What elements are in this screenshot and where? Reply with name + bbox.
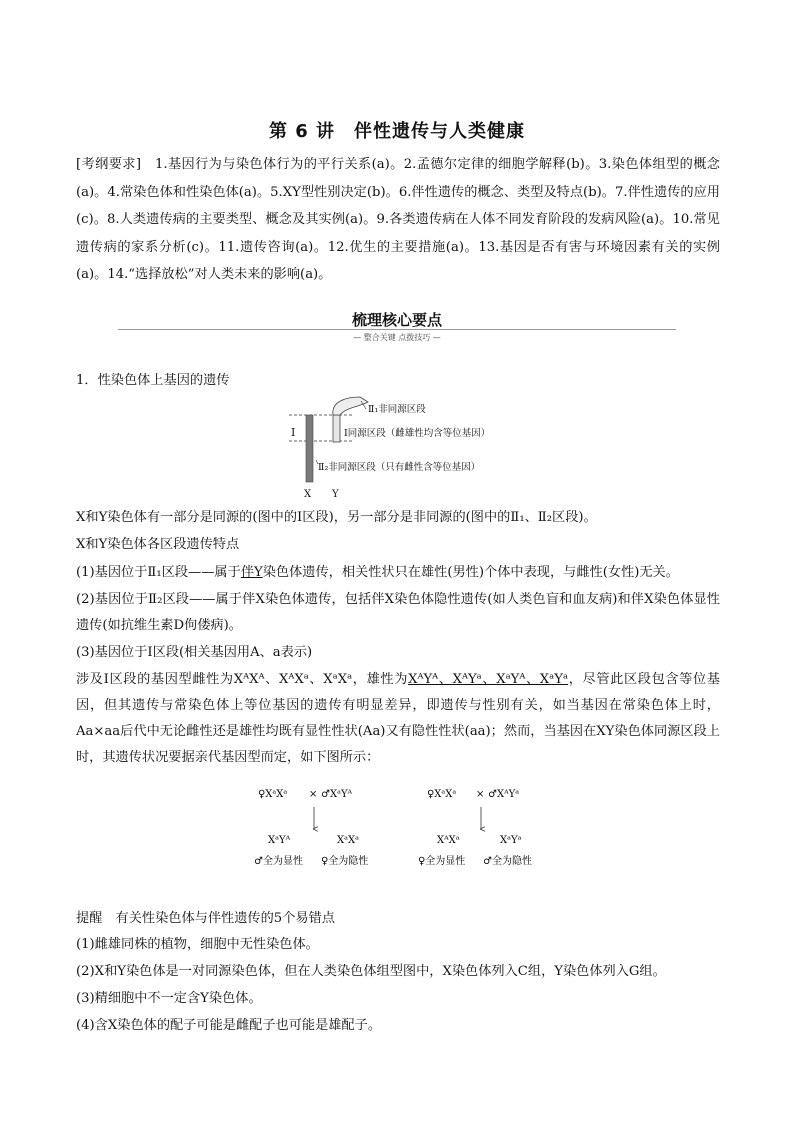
- cross1-result2: ♀全为隐性: [321, 856, 369, 867]
- x-chromosome: [306, 415, 313, 482]
- topic-heading: 1．性染色体上基因的遗传: [76, 373, 230, 388]
- cross1-times: ×: [309, 789, 318, 800]
- cross2-male: ♂XᴬYᵃ: [488, 789, 520, 800]
- tips-heading: 提醒 有关性染色体与伴性遗传的5个易错点: [76, 911, 335, 926]
- paragraph: [76, 667, 720, 771]
- section-title: 梳理核心要点: [351, 311, 442, 329]
- cross2-result2: ♂全为隐性: [483, 856, 532, 867]
- paragraph: X和Y染色体有一部分是同源的(图中的Ⅰ区段)，另一部分是非同源的(图中的Ⅱ₁、Ⅱ₂区段)。: [76, 510, 597, 525]
- label-i: Ⅰ: [291, 426, 296, 439]
- tip-item: (4)含X染色体的配子可能是雌配子也可能是雄配子。: [76, 1018, 382, 1033]
- paragraph-text: 涉及Ⅰ区段的基因型雌性为XᴬXᴬ、XᴬXᵃ、XᵃXᵃ，雄性为: [76, 672, 409, 687]
- paragraph-text: ，尽管此区段包含等位基因，但其遗传与常染色体上等位基因的遗传有明显差异，即遗传与性别有关，如当基因在常染色体上时，Aa×aa后代中无论雌性还是雄性均既有显性性状(Aa)又有隐性性状(aa)；然而，当基因在XY染色体同源区段上时，其遗传状况要据亲代基因型而定，如下图所示：: [76, 672, 720, 765]
- paragraph: (3)基因位于Ⅰ区段(相关基因用A、a表示): [76, 645, 313, 660]
- paragraph: X和Y染色体各区段遗传特点: [76, 537, 240, 552]
- cross1-offspring1: XᵃYᴬ: [268, 835, 291, 846]
- tip-item: (3)精细胞中不一定含Y染色体。: [76, 991, 262, 1006]
- paragraph-text: (1)基因位于Ⅱ₁区段——属于: [76, 565, 241, 580]
- label-y: Y: [332, 489, 339, 500]
- underlined-term: XᴬYᴬ、XᴬYᵃ、XᵃYᴬ、XᵃYᵃ: [408, 672, 569, 687]
- label-ii2-region: Ⅱ₂非同源区段（只有雌性含等位基因）: [318, 462, 481, 473]
- tip-item: (2)X和Y染色体是一对同源染色体，但在人类染色体组型图中，X染色体列入C组，Y染色体列入G组。: [76, 964, 666, 979]
- section-subtitle: — 整合关键 点拨技巧 —: [353, 333, 441, 342]
- underlined-term: 伴Y: [240, 565, 263, 580]
- cross2-offspring1: XᴬXᵃ: [437, 835, 460, 846]
- cross2-female: ♀XᵃXᵃ: [427, 789, 457, 800]
- label-ii1-region: Ⅱ₁非同源区段: [368, 404, 426, 415]
- cross1-female: ♀XᵃXᵃ: [258, 789, 288, 800]
- chromosome-figure: [0, 390, 794, 502]
- cross-diagram: [0, 780, 794, 870]
- y-nonhomologous-segment: [333, 397, 368, 415]
- label-i-region: Ⅰ同源区段（雌雄性均含等位基因）: [344, 428, 491, 439]
- paragraph-text: 染色体遗传，相关性状只在雄性(男性)个体中表现，与雌性(女性)无关。: [262, 565, 679, 580]
- cross1-result1: ♂全为显性: [254, 856, 303, 867]
- label-x: X: [304, 489, 312, 500]
- cross1-offspring2: XᵃXᵃ: [337, 835, 359, 846]
- tip-item: (1)雌雄同株的植物，细胞中无性染色体。: [76, 937, 319, 952]
- paragraph: [76, 560, 720, 586]
- cross2-times: ×: [476, 789, 485, 800]
- cross2-result1: ♀全为显性: [418, 856, 466, 867]
- paragraph: (2)基因位于Ⅱ₂区段——属于伴X染色体遗传，包括伴X染色体隐性遗传(如人类色盲和血友病)和伴X染色体显性遗传(如抗维生素D佝偻病)。: [76, 592, 720, 633]
- syllabus-requirements: [考纲要求] 1.基因行为与染色体行为的平行关系(a)。2.孟德尔定律的细胞学解释(b)。3.染色体组型的概念(a)。4.常染色体和性染色体(a)。5.XY型性别决定(b)。6.伴性遗传的概念、类型及特点(b)。7.伴性遗传的应用(c)。8.人类遗传病的主要类型、概念及其实例(a)。9.各类遗传病在人体不同发育阶段的发病风险(a)。10.常见遗传病的家系分析(c)。11.遗传咨询(a)。12.优生的主要措施(a)。13.基因是否有害与环境因素有关的实例(a)。14.“选择放松”对人类未来的影响(a)。: [76, 157, 720, 282]
- section-divider: [118, 329, 676, 330]
- y-chromosome: [333, 415, 340, 442]
- page-title: 第 6 讲 伴性遗传与人类健康: [268, 121, 526, 142]
- cross1-male: ♂XᵃYᴬ: [321, 789, 353, 800]
- cross2-offspring2: XᵃYᵃ: [500, 835, 522, 846]
